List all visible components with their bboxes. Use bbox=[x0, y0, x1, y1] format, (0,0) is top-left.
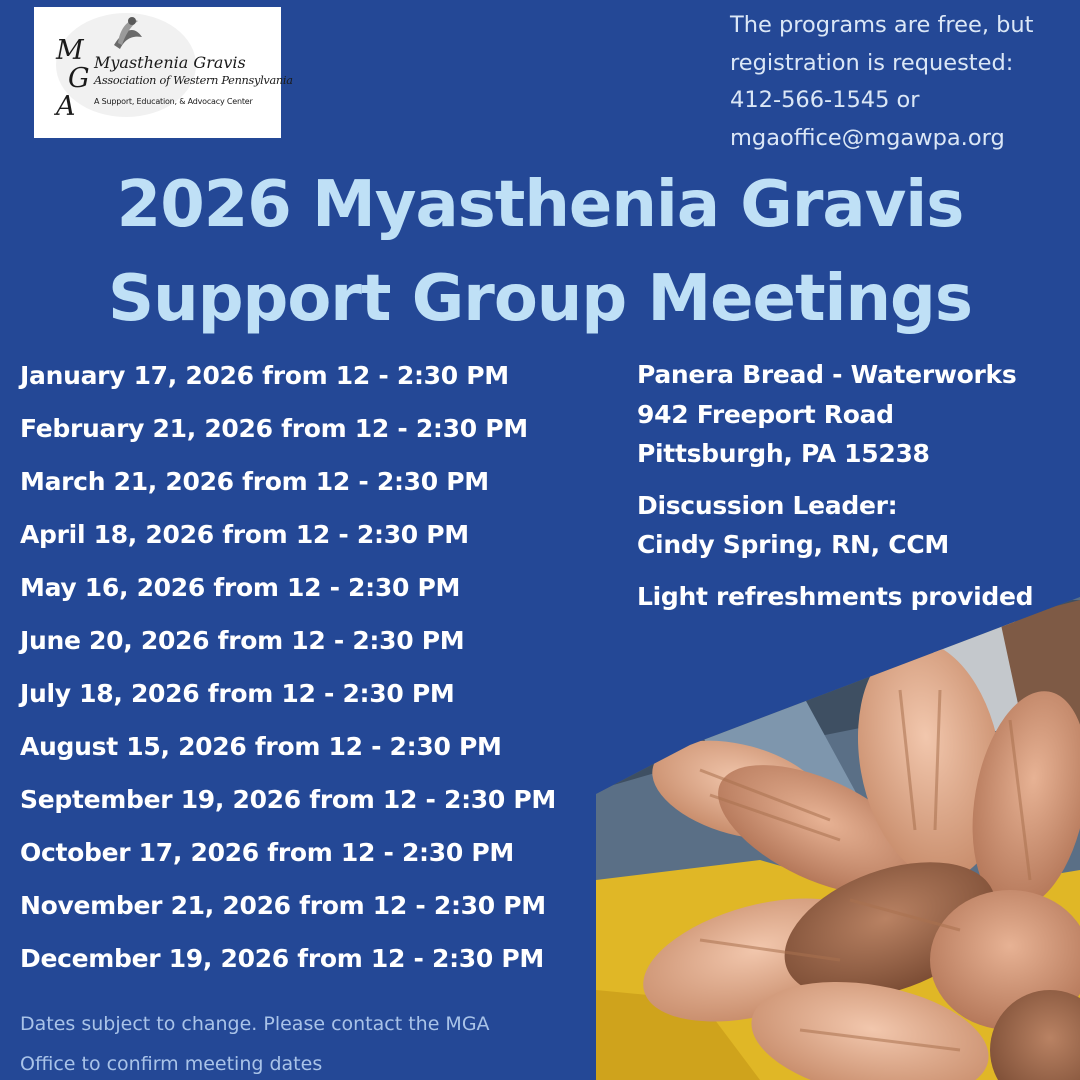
logo-tagline: A Support, Education, & Advocacy Center bbox=[94, 97, 253, 106]
leader-block bbox=[637, 486, 1077, 565]
disclaimer bbox=[20, 1004, 590, 1080]
registration-email: mgaoffice@mgawpa.org bbox=[730, 124, 1005, 151]
meeting-date-item: July 18, 2026 from 12 - 2:30 PM bbox=[20, 679, 455, 708]
logo-org-subtitle: Association of Western Pennsylvania bbox=[94, 74, 293, 87]
page-title bbox=[0, 158, 1080, 346]
meeting-date-item: September 19, 2026 from 12 - 2:30 PM bbox=[20, 785, 556, 814]
meeting-info bbox=[637, 355, 1077, 616]
meeting-date-item: April 18, 2026 from 12 - 2:30 PM bbox=[20, 520, 469, 549]
logo-letter-g: G bbox=[68, 63, 90, 94]
registration-note bbox=[730, 7, 1075, 157]
mga-logo bbox=[34, 7, 293, 138]
location-street: 942 Freeport Road bbox=[637, 399, 894, 429]
meeting-date-item: March 21, 2026 from 12 - 2:30 PM bbox=[20, 467, 489, 496]
registration-line: The programs are free, but bbox=[730, 12, 1034, 38]
meeting-date-item: May 16, 2026 from 12 - 2:30 PM bbox=[20, 573, 461, 602]
meeting-date-item: February 21, 2026 from 12 - 2:30 PM bbox=[20, 414, 528, 443]
registration-line: registration is requested: bbox=[730, 49, 1014, 76]
logo-letter-m: M bbox=[56, 35, 84, 66]
meeting-date-item: December 19, 2026 from 12 - 2:30 PM bbox=[20, 944, 544, 973]
location-block bbox=[637, 355, 1077, 474]
title-line-1: 2026 Myasthenia Gravis bbox=[116, 168, 964, 242]
logo-monogram bbox=[56, 37, 90, 121]
title-line-2: Support Group Meetings bbox=[108, 262, 972, 336]
leader-name: Cindy Spring, RN, CCM bbox=[637, 530, 949, 559]
disclaimer-line: Office to confirm meeting dates bbox=[20, 1053, 323, 1075]
meeting-date-item: August 15, 2026 from 12 - 2:30 PM bbox=[20, 732, 502, 761]
refreshments-note: Light refreshments provided bbox=[637, 581, 1034, 611]
meeting-dates-list bbox=[20, 352, 620, 988]
meeting-date-item: October 17, 2026 from 12 - 2:30 PM bbox=[20, 838, 514, 867]
meeting-date-item: January 17, 2026 from 12 - 2:30 PM bbox=[20, 361, 509, 390]
leader-label: Discussion Leader: bbox=[637, 490, 898, 520]
registration-phone: 412-566-1545 or bbox=[730, 87, 920, 113]
logo-letter-a: A bbox=[56, 91, 76, 122]
location-name: Panera Bread - Waterworks bbox=[637, 360, 1017, 389]
logo-org-name: Myasthenia Gravis bbox=[94, 53, 246, 72]
location-city: Pittsburgh, PA 15238 bbox=[637, 439, 930, 468]
meeting-date-item: June 20, 2026 from 12 - 2:30 PM bbox=[20, 626, 465, 655]
meeting-date-item: November 21, 2026 from 12 - 2:30 PM bbox=[20, 891, 546, 920]
disclaimer-line: Dates subject to change. Please contact the MGA bbox=[20, 1013, 490, 1035]
